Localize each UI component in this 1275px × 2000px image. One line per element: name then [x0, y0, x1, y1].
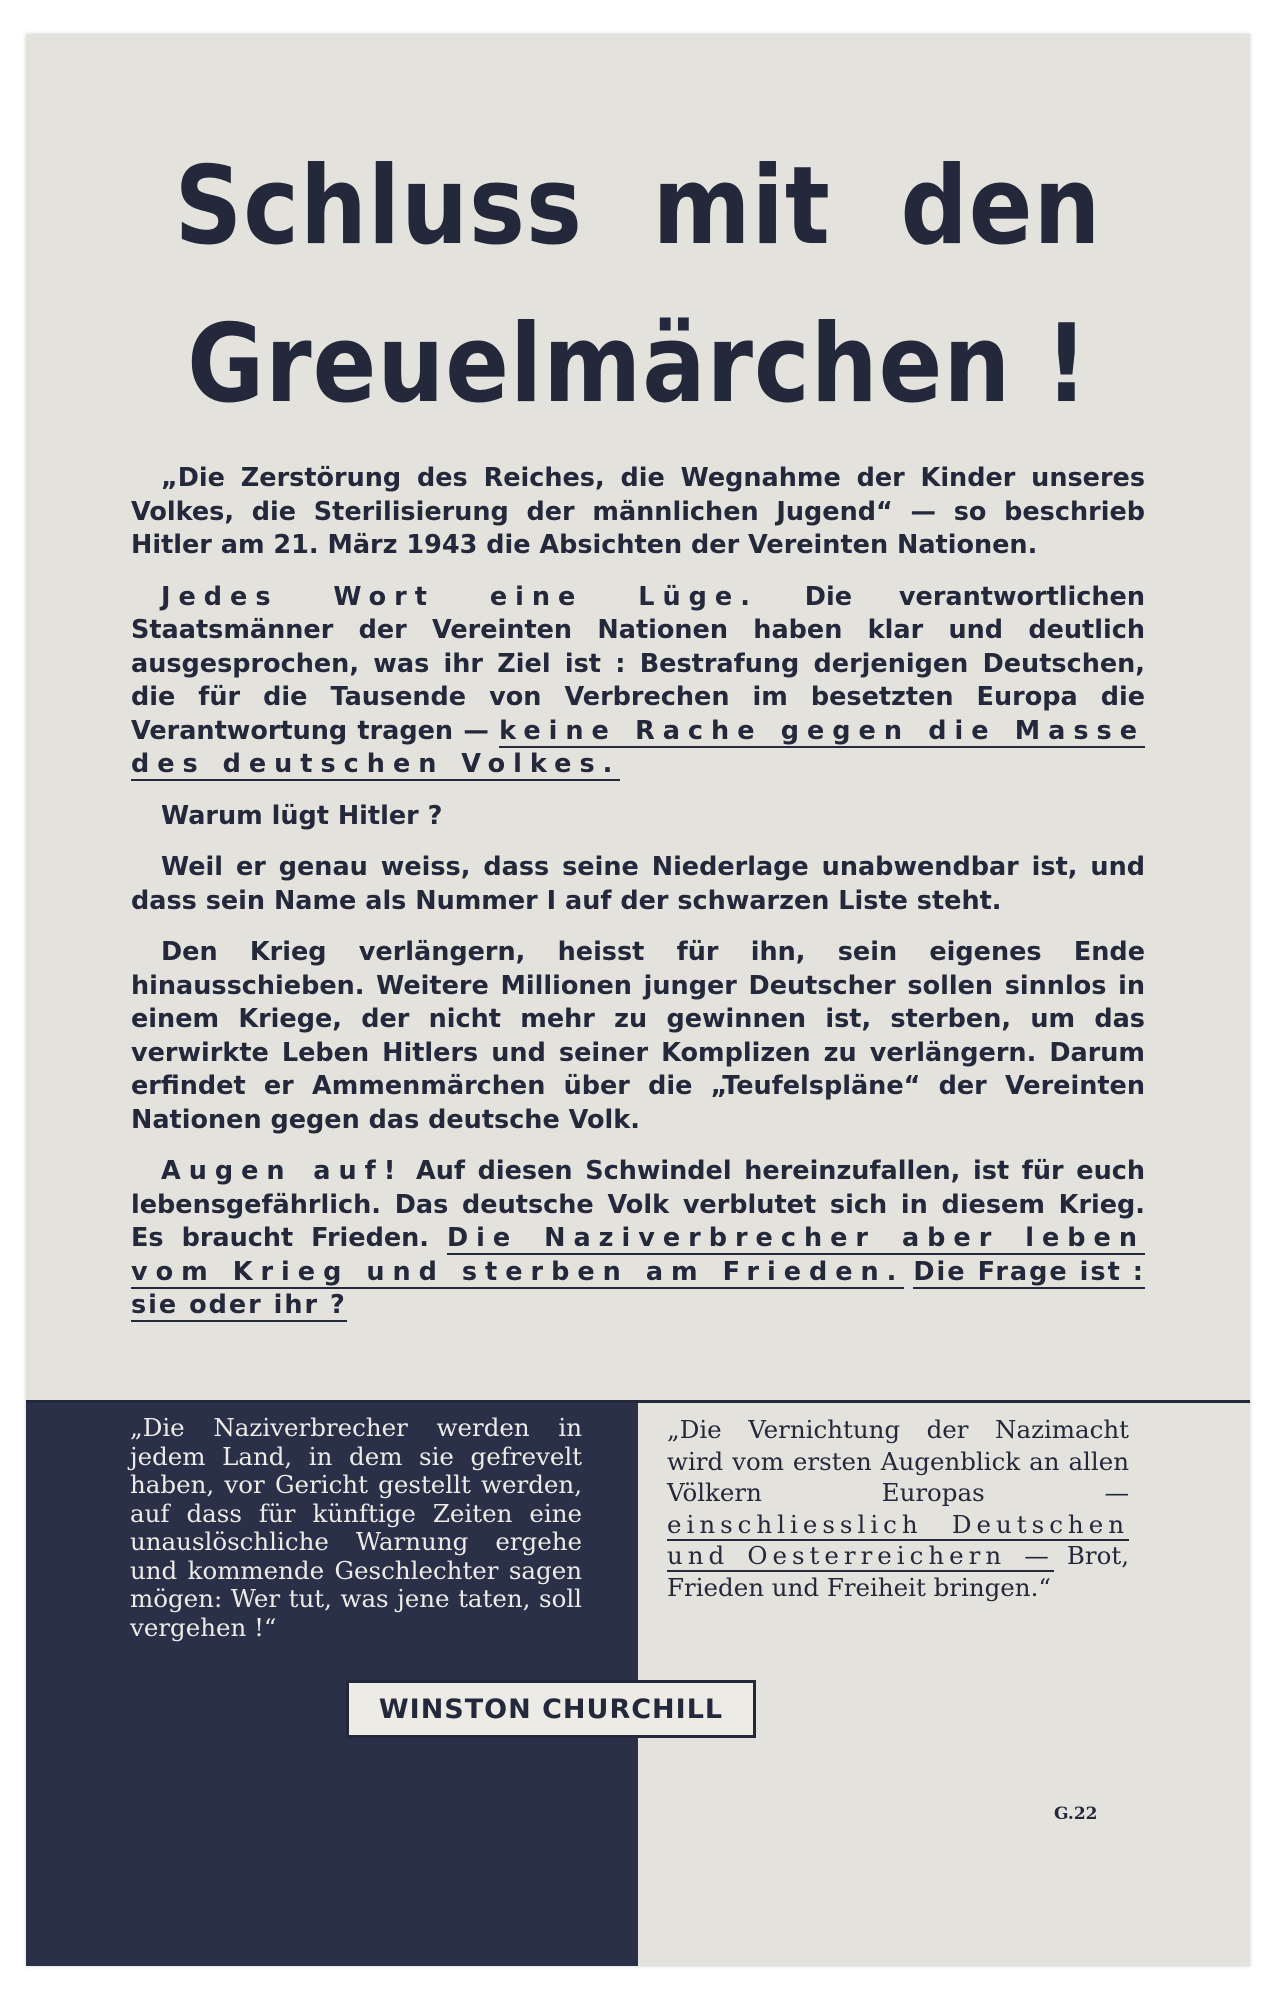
spaced-phrase-lie: Jedes Wort eine Lüge.: [161, 581, 758, 612]
title-line-1: Schluss mit den: [174, 144, 1102, 270]
leaflet: [26, 34, 1250, 1966]
paragraph-eyes-open-text: Auf diesen Schwindel hereinzufallen, ist für euch lebensgefährlich. Das deutsche Volk verblutet sich in diesem Krieg. Es braucht Frieden.: [131, 1156, 1145, 1253]
body-text: [131, 462, 1145, 1341]
paragraph-lie: [131, 581, 1145, 782]
question-heading: Warum lügt Hitler ?: [161, 800, 443, 831]
paragraph-hitler-quote: „Die Zerstörung des Reiches, die Wegnahme der Kinder unseres Volkes, die Sterilisierung der männlichen Jugend“ — so beschrieb Hitler am 21. März 1943 die Absichten der Vereinten Nationen.: [131, 463, 1145, 560]
quote-right-start: „Die Vernichtung der Nazimacht wird vom ersten Augenblick an allen Völkern Europas —: [667, 1415, 1129, 1507]
churchill-quote-left: „Die Naziverbrecher werden in jedem Land, in dem sie gefrevelt haben, vor Gericht gestellt werden, auf dass für künftige Zeiten eine unauslöschliche Warnung ergehe und kommende Geschlechter sagen mögen: Wer tut, was jene taten, soll vergehen !“: [130, 1413, 582, 1642]
paragraph-eyes-open: [131, 1155, 1145, 1323]
underlined-no-revenge: keine Rache gegen die Masse des deutschen Volkes.: [131, 715, 1145, 779]
spaced-phrase-eyes-open: Augen auf!: [161, 1156, 404, 1186]
signature-box: [346, 1680, 756, 1738]
signature-name: WINSTON CHURCHILL: [378, 1693, 724, 1725]
quote-right-underlined: einschliesslich Deutschen und Oesterreichern —: [667, 1509, 1129, 1570]
churchill-quote-right: [667, 1414, 1129, 1603]
paragraph-lie-text: Die verantwortlichen Staatsmänner der Vereinten Nationen haben klar und deutlich ausgesprochen, was ihr Ziel ist : Bestrafung derjenigen Deutschen, die für die Tausende von Verbrechen im besetzten Europa die Verantwortung tragen —: [131, 581, 1146, 746]
quote-right-end: Brot, Frieden und Freiheit bringen.“: [667, 1541, 1129, 1602]
paragraph-defeat: Weil er genau weiss, dass seine Niederlage unabwendbar ist, und dass sein Name als Nummer I auf der schwarzen Liste steht.: [131, 852, 1145, 916]
underlined-question: Die Frage ist : sie oder ihr ?: [131, 1256, 1145, 1320]
title-line-2: Greuelmärchen !: [187, 302, 1089, 428]
underlined-naziverbrecher: Die Naziverbrecher aber leben vom Krieg und sterben am Frieden.: [131, 1223, 1145, 1287]
paragraph-prolong-war: Den Krieg verlängern, heisst für ihn, sein eigenes Ende hinausschieben. Weitere Millionen junger Deutscher sollen sinnlos in einem Kriege, der nicht mehr zu gewinnen ist, sterben, um das verwirkte Leben Hitlers und seiner Komplizen zu verlängern. Darum erfindet er Ammenmärchen über die „Teufelspläne“ der Vereinten Nationen gegen das deutsche Volk.: [131, 937, 1145, 1135]
leaflet-code: G.22: [1054, 1804, 1098, 1824]
